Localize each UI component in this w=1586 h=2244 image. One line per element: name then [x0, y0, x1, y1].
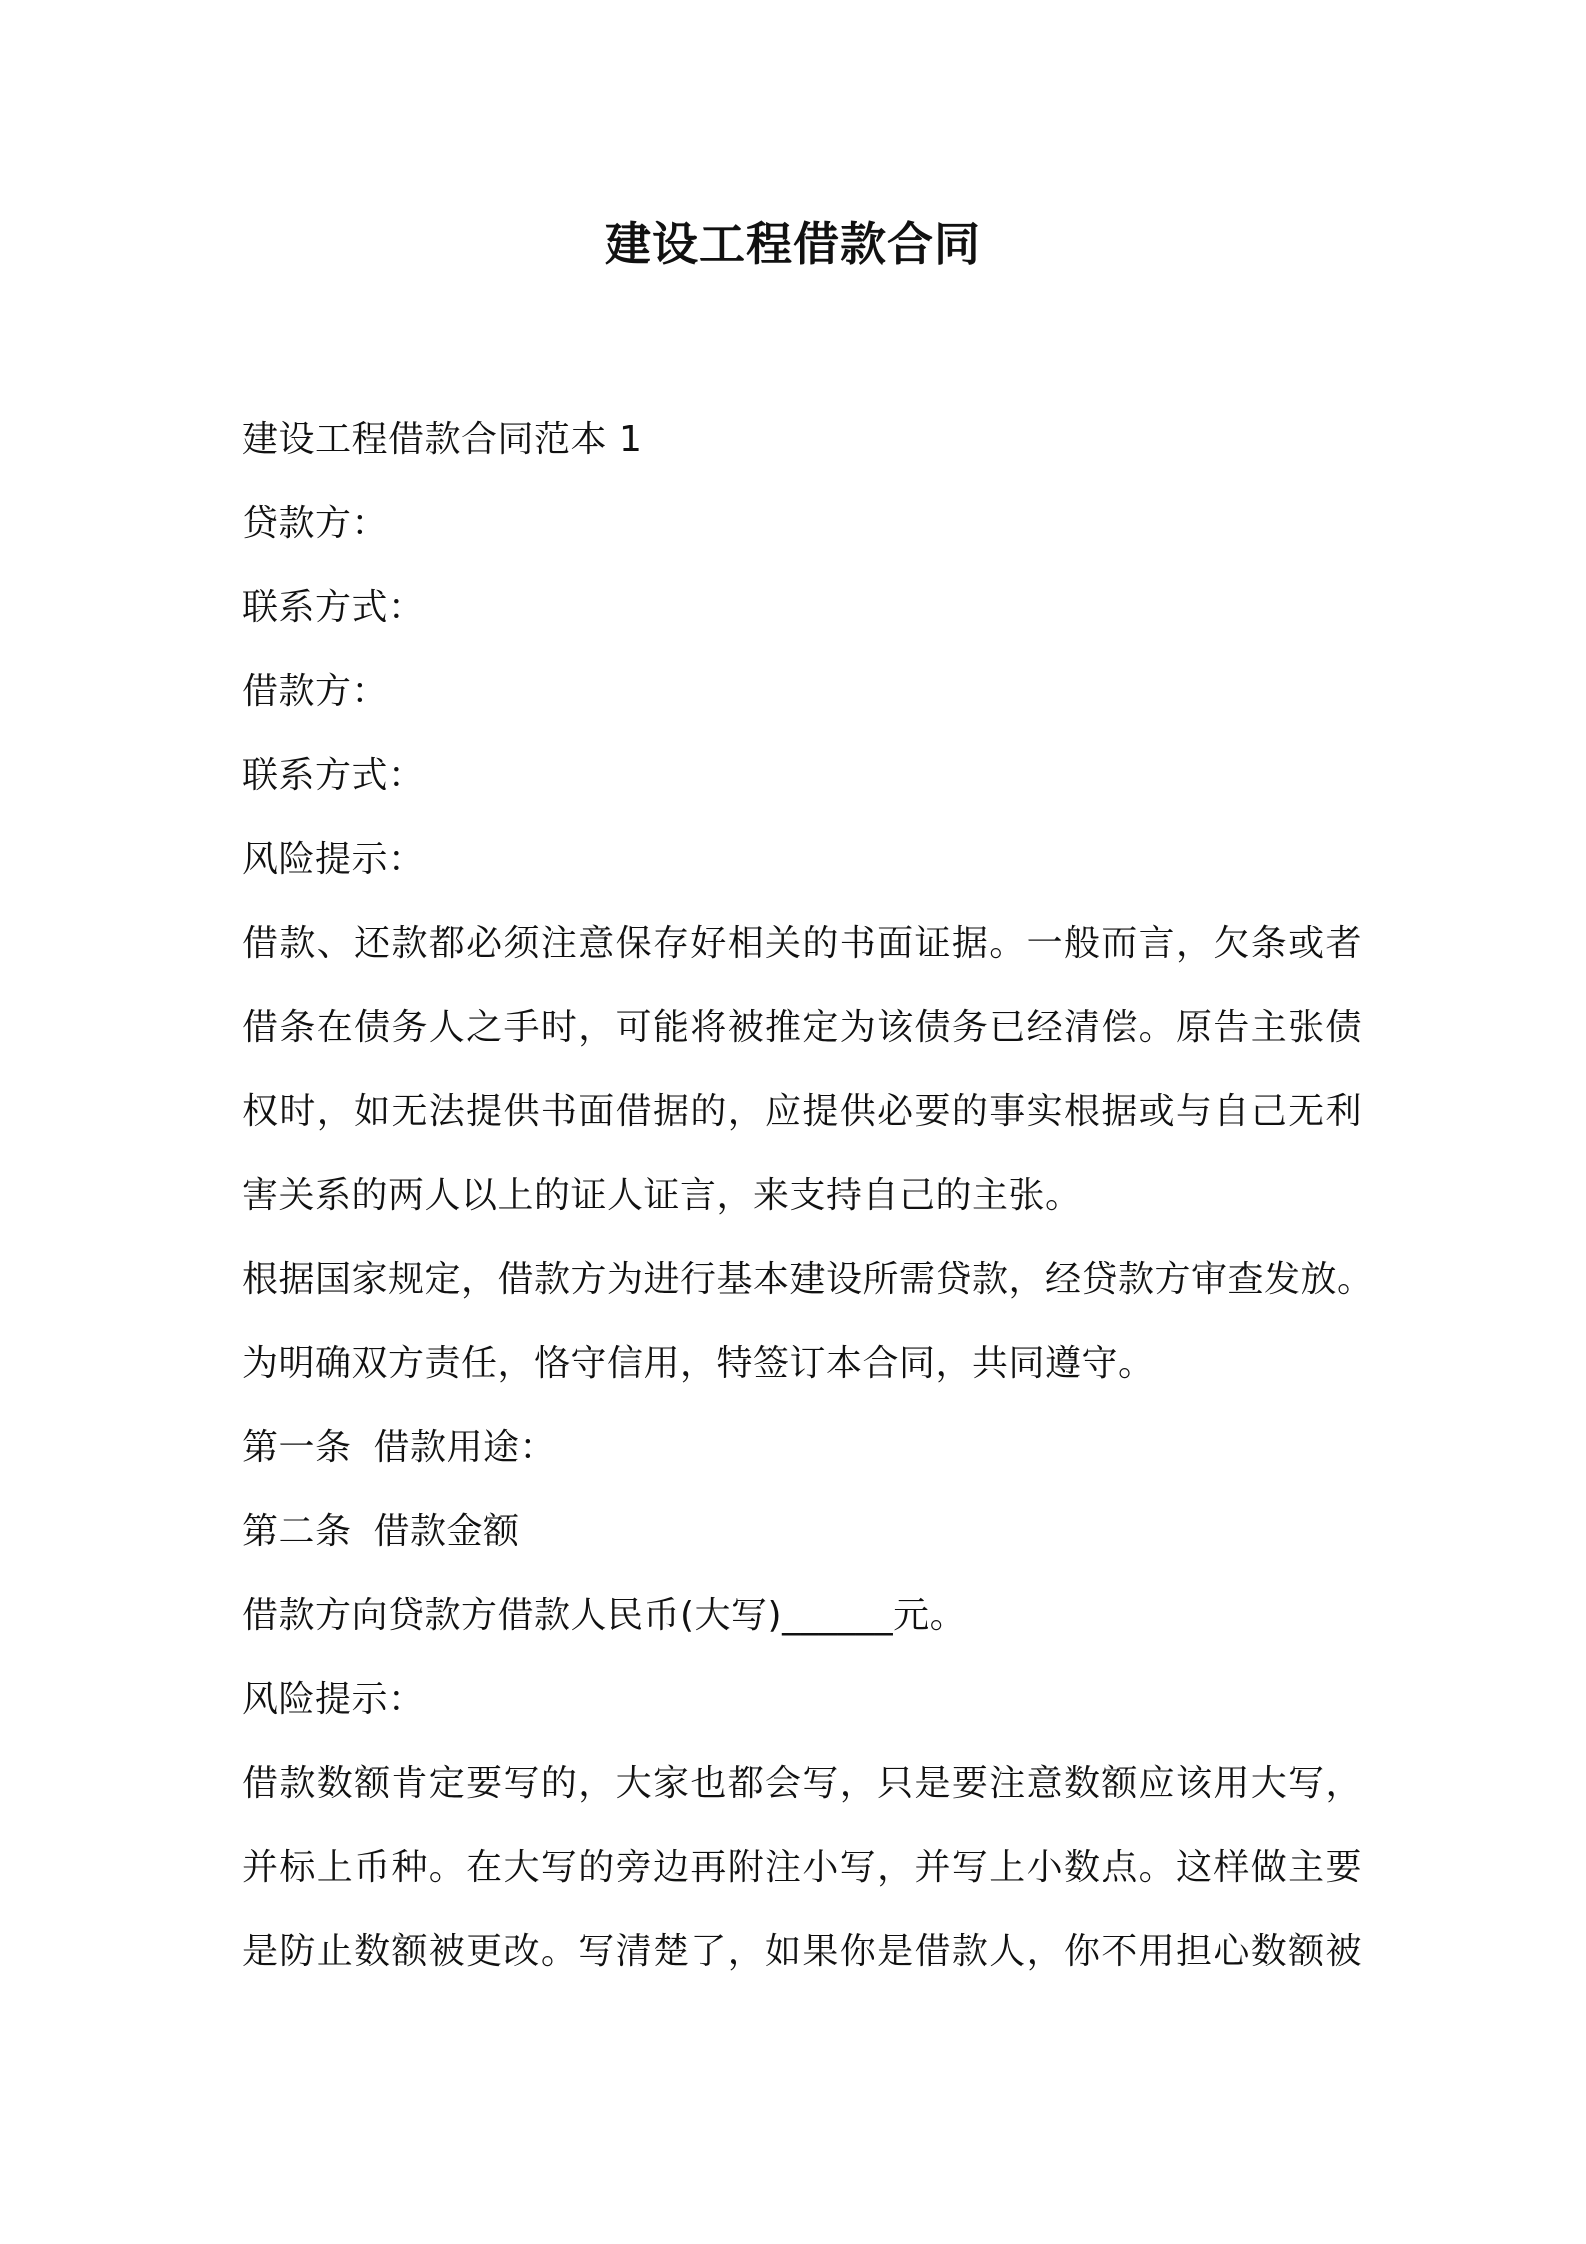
risk-text-line: 权时，如无法提供书面借据的，应提供必要的事实根据或与自己无利 [242, 1091, 1362, 1132]
article-number: 第一条 [242, 1427, 352, 1468]
risk-text-line: 害关系的两人以上的证人证言，来支持自己的主张。 [242, 1175, 1082, 1216]
risk-text-line: 借款、还款都必须注意保存好相关的书面证据。一般而言，欠条或者 [242, 923, 1362, 964]
article-2 [242, 1490, 1362, 1574]
borrower-label: 借款方： [242, 671, 389, 712]
risk-label: 风险提示： [242, 839, 425, 880]
article-title: 借款金额 [373, 1511, 520, 1552]
risk-text-line: 并标上币种。在大写的旁边再附注小写，并写上小数点。这样做主要 [242, 1847, 1362, 1888]
risk-text-line: 借条在债务人之手时，可能将被推定为该债务已经清偿。原告主张债 [242, 1007, 1362, 1048]
article-title: 借款用途： [373, 1427, 557, 1468]
intro-text-line: 为明确双方责任，恪守信用，特签订本合同，共同遵守。 [242, 1343, 1155, 1384]
amount-text: 借款方向贷款方借款人民币(大写)______元。 [242, 1595, 967, 1636]
article-number: 第二条 [242, 1511, 352, 1552]
lender-contact-label: 联系方式： [242, 587, 425, 628]
lender-label: 贷款方： [242, 503, 389, 544]
document-body [242, 398, 1374, 1994]
risk-text-line: 借款数额肯定要写的，大家也都会写，只是要注意数额应该用大写， [242, 1763, 1362, 1804]
article-1 [242, 1406, 1362, 1490]
risk-label: 风险提示： [242, 1679, 425, 1720]
intro-text-line: 根据国家规定，借款方为进行基本建设所需贷款，经贷款方审查发放。 [242, 1259, 1374, 1300]
sample-heading: 建设工程借款合同范本 1 [242, 419, 643, 460]
document-title: 建设工程借款合同 [605, 217, 981, 271]
borrower-contact-label: 联系方式： [242, 755, 425, 796]
risk-text-line: 是防止数额被更改。写清楚了，如果你是借款人，你不用担心数额被 [242, 1931, 1362, 1972]
